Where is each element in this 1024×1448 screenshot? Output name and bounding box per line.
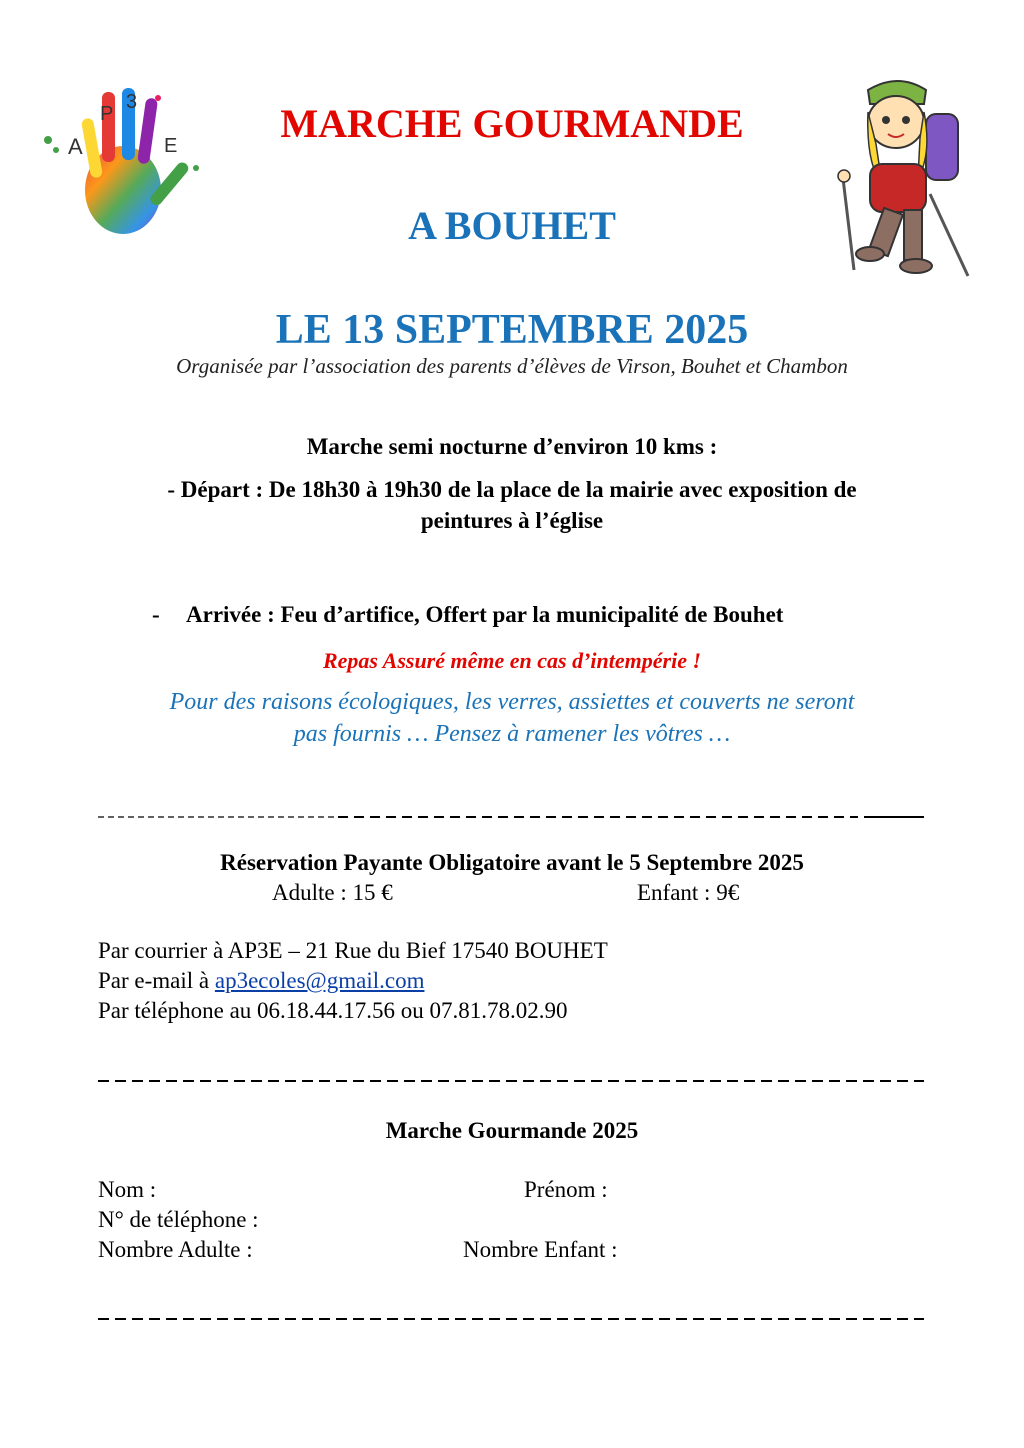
meal-notice: Repas Assuré même en cas d’intempérie ! [322, 648, 702, 673]
mail-address: Par courrier à AP3E – 21 Rue du Bief 17540 BOUHET [98, 938, 608, 963]
location-title: A BOUHET [408, 203, 616, 248]
form-heading: Marche Gourmande 2025 [385, 1118, 639, 1143]
email-link[interactable]: ap3ecoles@gmail.com [214, 968, 425, 993]
eco-notice-line-2: pas fournis … Pensez à ramener les vôtres … [293, 721, 731, 747]
logo-letter-a: A [68, 134, 83, 159]
logo-letter-p: P [100, 103, 114, 125]
separator-3 [98, 1316, 924, 1322]
separator-2 [98, 1078, 924, 1084]
separator-1 [98, 814, 924, 820]
adult-price: Adulte : 15 € [272, 880, 393, 905]
date-title: LE 13 SEPTEMBRE 2025 [275, 307, 749, 353]
reservation-heading: Réservation Payante Obligatoire avant le 5 Septembre 2025 [220, 850, 804, 875]
departure-line-1: - Départ : De 18h30 à 19h30 de la place de la mairie avec exposition de [167, 477, 857, 502]
departure-line-2: peintures à l’église [420, 508, 604, 533]
logo-letter-3: 3 [126, 91, 138, 113]
email-prefix: Par e-mail à [98, 968, 215, 993]
organizer-subtitle: Organisée par l’association des parents d’élèves de Virson, Bouhet et Chambon [176, 354, 848, 378]
child-price: Enfant : 9€ [637, 880, 740, 905]
page-title: MARCHE GOURMANDE [280, 101, 744, 146]
logo-letter-e: E [164, 135, 178, 157]
first-name-label: Prénom : [524, 1177, 608, 1202]
email-line [98, 968, 424, 994]
last-name-label: Nom : [98, 1177, 157, 1202]
eco-notice-line-1: Pour des raisons écologiques, les verres, assiettes et couverts ne seront [169, 689, 855, 715]
arrival-bullet: - [152, 602, 160, 627]
arrival-line: Arrivée : Feu d’artifice, Offert par la municipalité de Bouhet [186, 602, 784, 627]
phone-label: N° de téléphone : [98, 1207, 259, 1232]
children-count-label: Nombre Enfant : [463, 1237, 618, 1262]
walk-description: Marche semi nocturne d’environ 10 kms : [306, 434, 718, 459]
adults-count-label: Nombre Adulte : [98, 1237, 253, 1262]
phone-line: Par téléphone au 06.18.44.17.56 ou 07.81.78.02.90 [98, 998, 568, 1023]
